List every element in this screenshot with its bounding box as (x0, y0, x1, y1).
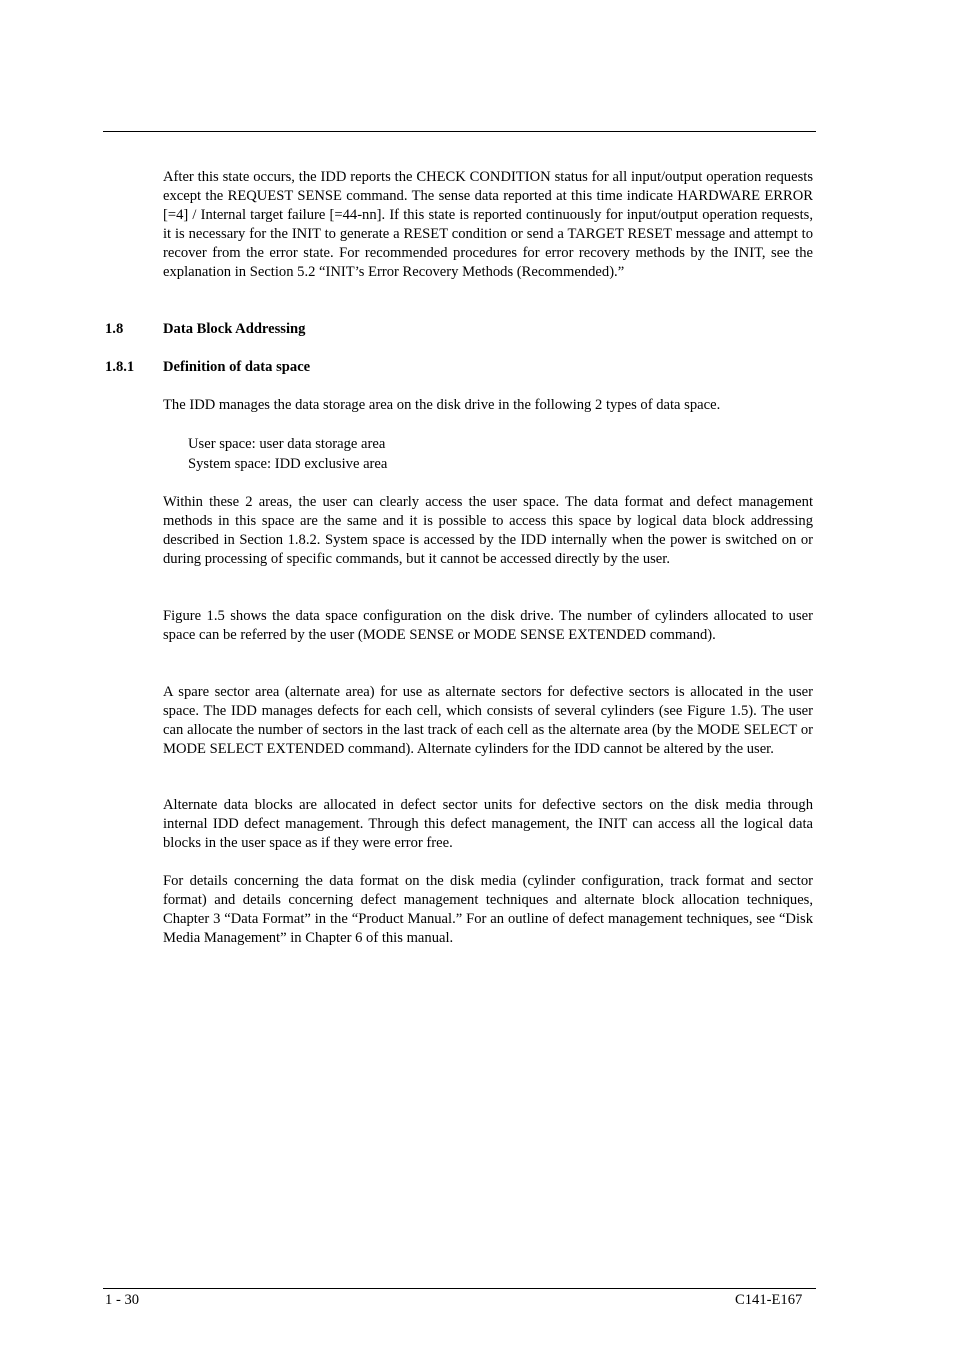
page-number: 1 - 30 (105, 1292, 140, 1308)
details-paragraph: For details concerning the data format on the disk media (cylinder configuration, track format and sector format) and details concerning defect management techniques and alternate block allocation techniques, Chapter 3 “Data Format” in the “Product Manual.” For an outline of defect management techniques, see “Disk Media Management” in Chapter 6 of this manual. (163, 873, 813, 946)
spare-sector-paragraph: A spare sector area (alternate area) for use as alternate sectors for defective sectors is allocated in the user space. The IDD manages defects for each cell, which consists of several cylinders (see Figure 1.5). The user can allocate the number of sectors in the last track of each cell as the alternate area (by the MODE SELECT or MODE SELECT EXTENDED command). Alternate cylinders for the IDD cannot be altered by the user. (163, 684, 813, 757)
section-number: 1.8 (105, 321, 124, 337)
document-code: C141-E167 (735, 1292, 803, 1308)
subsection-number: 1.8.1 (105, 359, 135, 375)
section-heading-1-8-1 (105, 358, 310, 377)
alternate-blocks-paragraph: Alternate data blocks are allocated in defect sector units for defective sectors on the disk media through internal IDD defect management. Through this defect management, the INIT can access all the logical data blocks in the user space as if they were error free. (163, 797, 813, 851)
data-space-intro-paragraph: The IDD manages the data storage area on the disk drive in the following 2 types of data space. (163, 397, 721, 413)
intro-paragraph: After this state occurs, the IDD reports the CHECK CONDITION status for all input/output operation requests except the REQUEST SENSE command. The sense data reported at this time indicate HARDWARE ERROR [=4] / Internal target failure [=44-nn]. If this state is reported continuously for input/output operation requests, it is necessary for the INIT to generate a RESET condition or send a TARGET RESET message and attempt to recover from the error state. For recommended procedures for error recovery methods by the INIT, see the explanation in Section 5.2 “INIT’s Error Recovery Methods (Recommended).” (163, 169, 813, 280)
footer-rule (103, 1288, 816, 1289)
list-item: User space: user data storage area (188, 436, 386, 452)
section-heading-1-8 (105, 320, 305, 339)
list-item: System space: IDD exclusive area (188, 456, 388, 472)
data-space-list (188, 435, 387, 475)
subsection-title: Definition of data space (163, 359, 311, 375)
figure-reference-paragraph: Figure 1.5 shows the data space configuration on the disk drive. The number of cylinders allocated to user space can be referred by the user (MODE SENSE or MODE SENSE EXTENDED command). (163, 608, 813, 643)
header-rule (103, 131, 816, 132)
section-title: Data Block Addressing (163, 321, 306, 337)
user-space-paragraph: Within these 2 areas, the user can clearly access the user space. The data format and defect management methods in this space are the same and it is possible to access this space by logical data block addressing described in Section 1.8.2. System space is accessed by the IDD internally when the power is switched on or during processing of specific commands, but it cannot be accessed directly by the user. (163, 494, 813, 567)
